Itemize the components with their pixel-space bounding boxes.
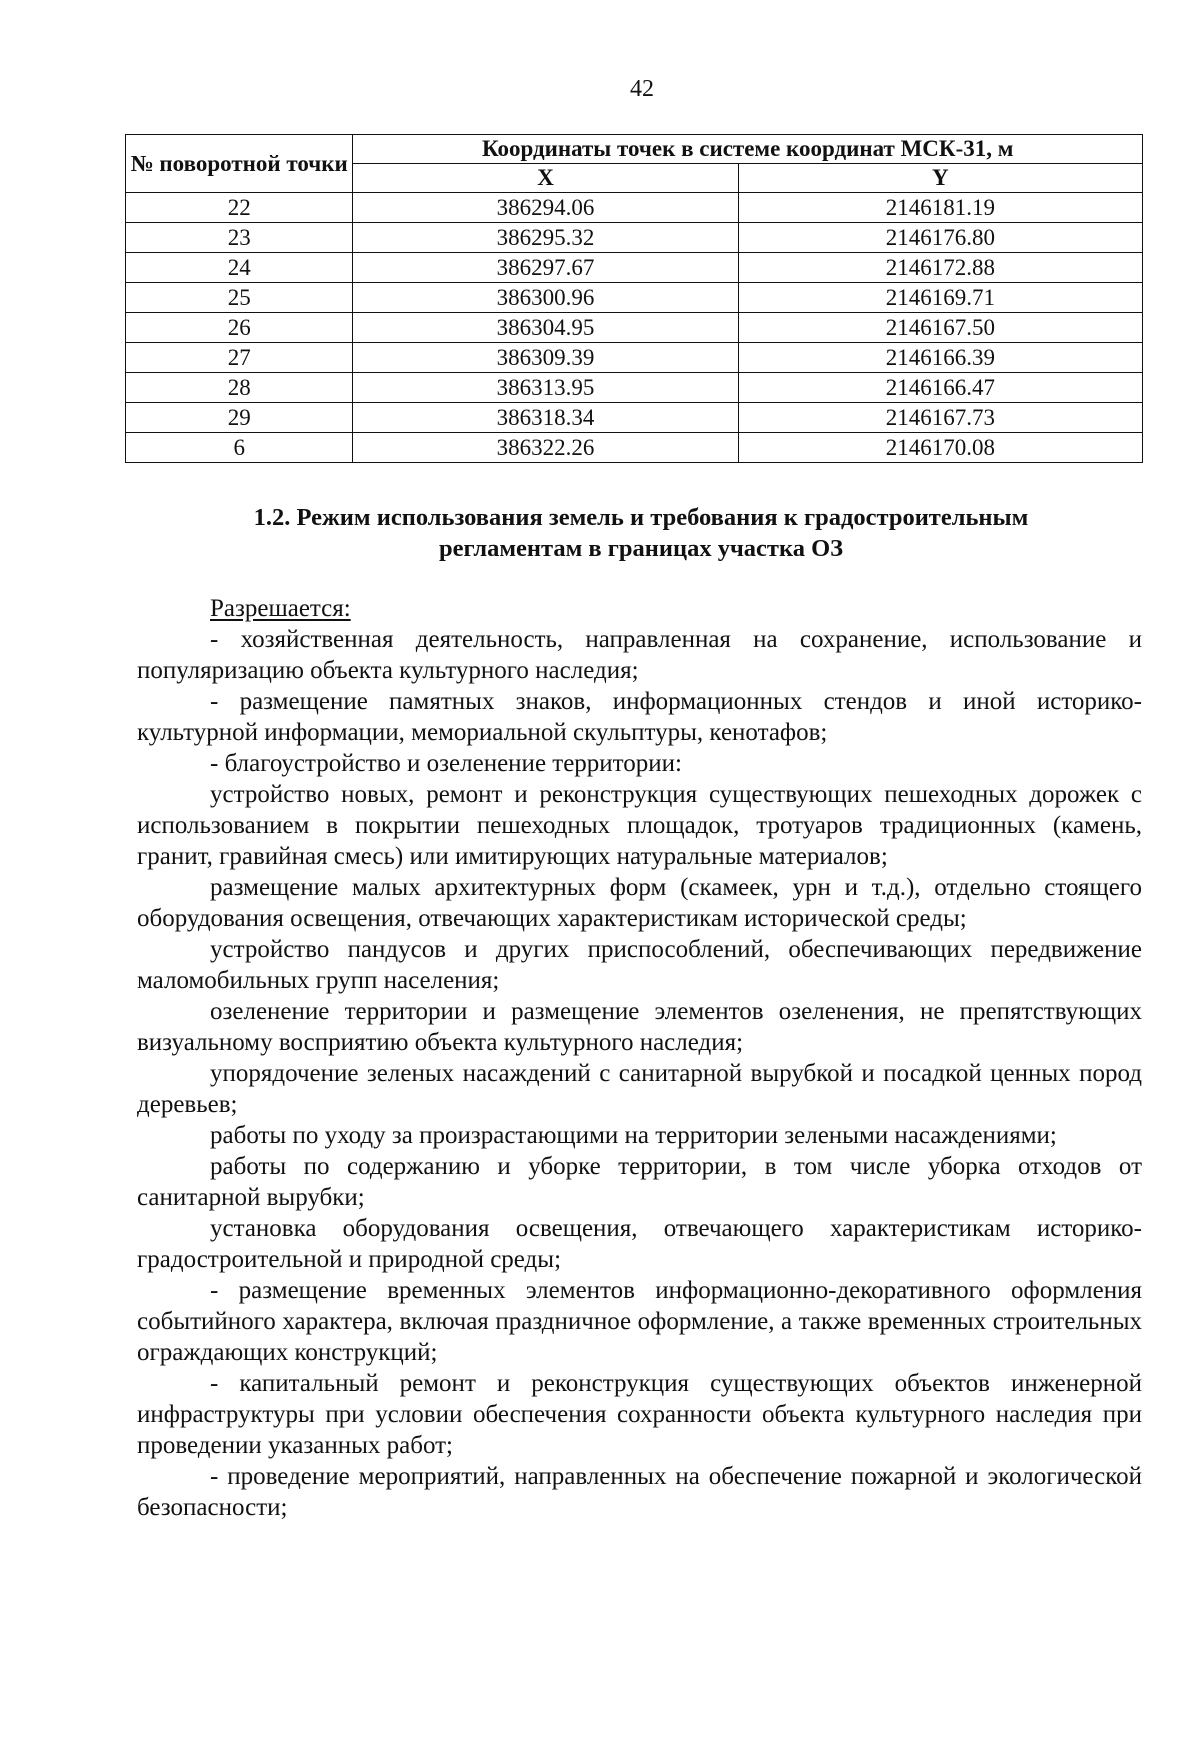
cell-point: 28 [126,373,353,403]
section-body [137,593,1142,1523]
table-row [126,343,1143,373]
section-heading [140,502,1142,564]
paragraph: - капитальный ремонт и реконструкция существующих объектов инженерной инфраструктуры при условии обеспечения сохранности объекта культурного наследия при проведении указанных работ; [137,1370,1142,1459]
paragraph: - благоустройство и озеленение территории: [210,750,682,777]
table-row [126,253,1143,283]
table-row [126,403,1143,433]
paragraph: устройство новых, ремонт и реконструкция существующих пешеходных дорожек с использованием в покрытии пешеходных площадок, тротуаров традиционных (камень, гранит, гравийная смесь) или имитирующих натуральные материалов; [137,781,1142,870]
cell-x: 386294.06 [353,193,738,223]
cell-y: 2146181.19 [738,193,1142,223]
cell-y: 2146172.88 [738,253,1142,283]
paragraph: - размещение памятных знаков, информационных стендов и иной историко-культурной информации, мемориальной скульптуры, кенотафов; [137,688,1142,746]
paragraph: размещение малых архитектурных форм (скамеек, урн и т.д.), отдельно стоящего оборудования освещения, отвечающих характеристикам исторической среды; [137,874,1142,932]
paragraph: - размещение временных элементов информационно-декоративного оформления событийного характера, включая праздничное оформление, а также временных строительных ограждающих конструкций; [137,1277,1142,1366]
paragraph: устройство пандусов и других приспособлений, обеспечивающих передвижение маломобильных групп населения; [137,936,1142,994]
cell-y: 2146167.73 [738,403,1142,433]
table-row [126,193,1143,223]
paragraph: упорядочение зеленых насаждений с санитарной вырубкой и посадкой ценных пород деревьев; [137,1060,1142,1118]
header-point-number: № поворотной точки [126,135,353,193]
cell-y: 2146167.50 [738,313,1142,343]
page-number: 42 [630,76,654,102]
cell-point: 24 [126,253,353,283]
table-row [126,313,1143,343]
cell-point: 22 [126,193,353,223]
cell-y: 2146166.39 [738,343,1142,373]
paragraph: - проведение мероприятий, направленных на обеспечение пожарной и экологической безопасности; [137,1463,1142,1521]
cell-x: 386322.26 [353,433,738,463]
table-row [126,223,1143,253]
table-row [126,433,1143,463]
cell-x: 386300.96 [353,283,738,313]
cell-point: 6 [126,433,353,463]
table-row [126,373,1143,403]
cell-y: 2146170.08 [738,433,1142,463]
paragraph: - хозяйственная деятельность, направленная на сохранение, использование и популяризацию объекта культурного наследия; [137,626,1142,684]
table-header-row [126,135,1143,164]
cell-point: 25 [126,283,353,313]
cell-x: 386295.32 [353,223,738,253]
section-heading-line-1: 1.2. Режим использования земель и требования к градостроительным [253,504,1029,531]
section-heading-line-2: регламентам в границах участка ОЗ [438,535,844,562]
cell-y: 2146176.80 [738,223,1142,253]
header-x: X [353,164,738,193]
paragraph: работы по содержанию и уборке территории, в том числе уборка отходов от санитарной вырубки; [137,1153,1142,1211]
table-row [126,283,1143,313]
paragraph: озеленение территории и размещение элементов озеленения, не препятствующих визуальному восприятию объекта культурного наследия; [137,998,1142,1056]
cell-x: 386318.34 [353,403,738,433]
header-y: Y [738,164,1142,193]
cell-x: 386304.95 [353,313,738,343]
cell-point: 29 [126,403,353,433]
cell-x: 386309.39 [353,343,738,373]
coordinates-table [125,134,1143,463]
cell-x: 386297.67 [353,253,738,283]
header-coordinates: Координаты точек в системе координат МСК-31, м [353,135,1143,164]
cell-point: 27 [126,343,353,373]
cell-point: 23 [126,223,353,253]
cell-x: 386313.95 [353,373,738,403]
paragraph: установка оборудования освещения, отвечающего характеристикам историко-градостроительной и природной среды; [137,1215,1142,1273]
cell-y: 2146169.71 [738,283,1142,313]
cell-point: 26 [126,313,353,343]
cell-y: 2146166.47 [738,373,1142,403]
paragraph: работы по уходу за произрастающими на территории зелеными насаждениями; [210,1122,1057,1149]
allowed-label: Разрешается: [210,595,351,622]
